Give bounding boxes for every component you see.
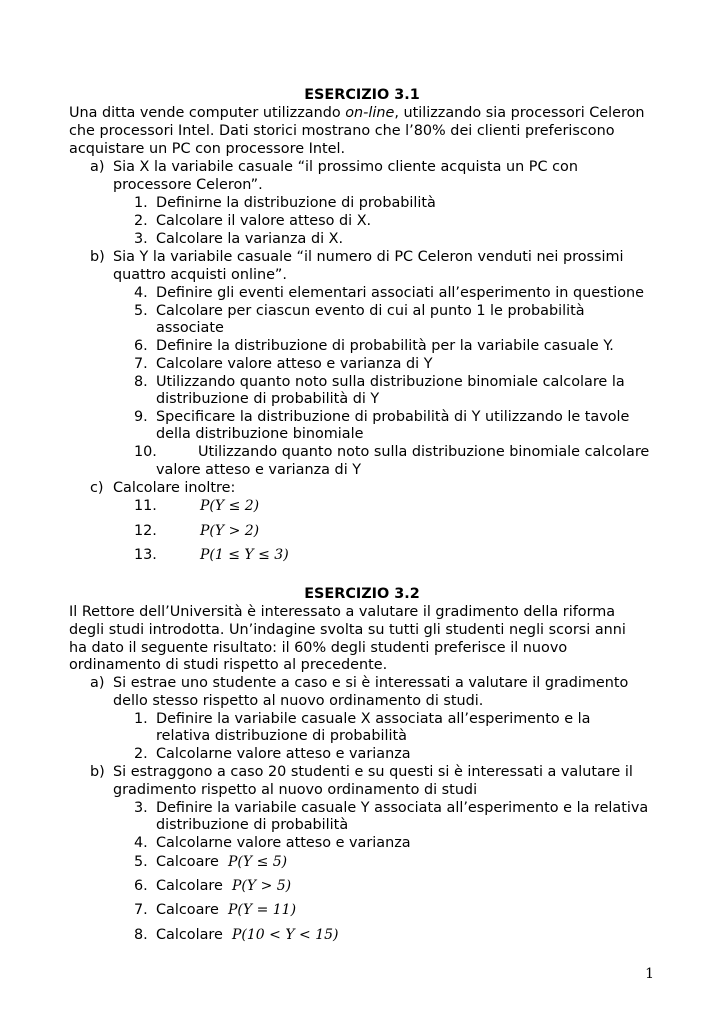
item-number: 12. xyxy=(134,523,157,539)
list-item: distribuzione di probabilità di Y xyxy=(156,391,380,407)
formula: P(Y = 11) xyxy=(228,902,297,918)
item-number: 1. xyxy=(134,195,148,211)
item-number: 13. xyxy=(134,547,157,563)
question-text: quattro acquisti online”. xyxy=(113,267,287,283)
item-number: 8. xyxy=(134,374,148,390)
list-marker: a) xyxy=(90,159,105,175)
question-text: Si estrae uno studente a caso e si è interessati a valutare il gradimento xyxy=(113,675,629,691)
list-marker: c) xyxy=(90,480,104,496)
list-marker: b) xyxy=(90,249,105,265)
item-number: 6. xyxy=(134,878,148,894)
list-item: Definire la variabile casuale X associata all’esperimento e la xyxy=(156,711,591,727)
list-item: Calcolare il valore atteso di X. xyxy=(156,213,372,229)
list-item: Utilizzando quanto noto sulla distribuzione binomiale calcolare xyxy=(198,444,650,460)
list-item: Specificare la distribuzione di probabilità di Y utilizzando le tavole xyxy=(156,409,630,425)
formula: P(Y > 2) xyxy=(200,523,260,539)
list-item: Calcolarne valore atteso e varianza xyxy=(156,835,411,851)
formula: P(Y > 5) xyxy=(232,878,292,894)
list-item: valore atteso e varianza di Y xyxy=(156,462,362,478)
question-text: processore Celeron”. xyxy=(113,177,263,193)
item-number: 3. xyxy=(134,231,148,247)
item-number: 11. xyxy=(134,498,157,514)
list-item: relativa distribuzione di probabilità xyxy=(156,728,407,744)
exercise-title: ESERCIZIO 3.2 xyxy=(304,586,420,602)
list-item: della distribuzione binomiale xyxy=(156,426,364,442)
item-number: 7. xyxy=(134,356,148,372)
list-item: Definirne la distribuzione di probabilità xyxy=(156,195,436,211)
item-number: 9. xyxy=(134,409,148,425)
item-number: 1. xyxy=(134,711,148,727)
intro-line: ordinamento di studi rispetto al precedente. xyxy=(69,657,388,673)
question-text: Si estraggono a caso 20 studenti e su questi si è interessati a valutare il xyxy=(113,764,633,780)
item-number: 2. xyxy=(134,746,148,762)
list-item: Calcolare P(10 < Y < 15) xyxy=(156,927,339,943)
question-text: Calcolare inoltre: xyxy=(113,480,236,496)
item-number: 5. xyxy=(134,854,148,870)
list-item: distribuzione di probabilità xyxy=(156,817,349,833)
question-text: gradimento rispetto al nuovo ordinamento di studi xyxy=(113,782,478,798)
item-number: 3. xyxy=(134,800,148,816)
intro-line: acquistare un PC con processore Intel. xyxy=(69,141,346,157)
intro-line: ha dato il seguente risultato: il 60% degli studenti preferisce il nuovo xyxy=(69,640,568,656)
list-item: Calcolare valore atteso e varianza di Y xyxy=(156,356,433,372)
item-number: 8. xyxy=(134,927,148,943)
list-marker: a) xyxy=(90,675,105,691)
list-item: Calcoare P(Y ≤ 5) xyxy=(156,854,288,870)
formula: P(Y ≤ 5) xyxy=(228,854,288,870)
intro-line: che processori Intel. Dati storici mostrano che l’80% dei clienti preferiscono xyxy=(69,123,615,139)
list-item: associate xyxy=(156,320,224,336)
list-item: Calcolarne valore atteso e varianza xyxy=(156,746,411,762)
list-item: Calcoare P(Y = 11) xyxy=(156,902,297,918)
list-item: Definire gli eventi elementari associati all’esperimento in questione xyxy=(156,285,644,301)
emphasis: on-line xyxy=(345,105,395,121)
question-text: Sia Y la variabile casuale “il numero di PC Celeron venduti nei prossimi xyxy=(113,249,624,265)
item-number: 6. xyxy=(134,338,148,354)
exercise-title: ESERCIZIO 3.1 xyxy=(304,87,420,103)
list-item: Definire la distribuzione di probabilità per la variabile casuale Y. xyxy=(156,338,614,354)
item-number: 10. xyxy=(134,444,157,460)
item-number: 5. xyxy=(134,303,148,319)
page-number: 1 xyxy=(645,966,654,982)
list-item: Definire la variabile casuale Y associata all’esperimento e la relativa xyxy=(156,800,649,816)
list-item: Utilizzando quanto noto sulla distribuzione binomiale calcolare la xyxy=(156,374,625,390)
formula: P(10 < Y < 15) xyxy=(232,927,339,943)
list-item: Calcolare per ciascun evento di cui al punto 1 le probabilità xyxy=(156,303,585,319)
formula: P(1 ≤ Y ≤ 3) xyxy=(200,547,289,563)
item-number: 7. xyxy=(134,902,148,918)
question-text: Sia X la variabile casuale “il prossimo cliente acquista un PC con xyxy=(113,159,578,175)
list-marker: b) xyxy=(90,764,105,780)
list-item: Calcolare P(Y > 5) xyxy=(156,878,292,894)
question-text: dello stesso rispetto al nuovo ordinamento di studi. xyxy=(113,693,484,709)
item-number: 4. xyxy=(134,835,148,851)
list-item: Calcolare la varianza di X. xyxy=(156,231,344,247)
intro-line: degli studi introdotta. Un’indagine svolta su tutti gli studenti negli scorsi anni xyxy=(69,622,626,638)
formula: P(Y ≤ 2) xyxy=(200,498,260,514)
item-number: 2. xyxy=(134,213,148,229)
item-number: 4. xyxy=(134,285,148,301)
intro-line: Il Rettore dell’Università è interessato a valutare il gradimento della riforma xyxy=(69,604,616,620)
intro-line: Una ditta vende computer utilizzando on-line, utilizzando sia processori Celeron xyxy=(69,105,645,121)
